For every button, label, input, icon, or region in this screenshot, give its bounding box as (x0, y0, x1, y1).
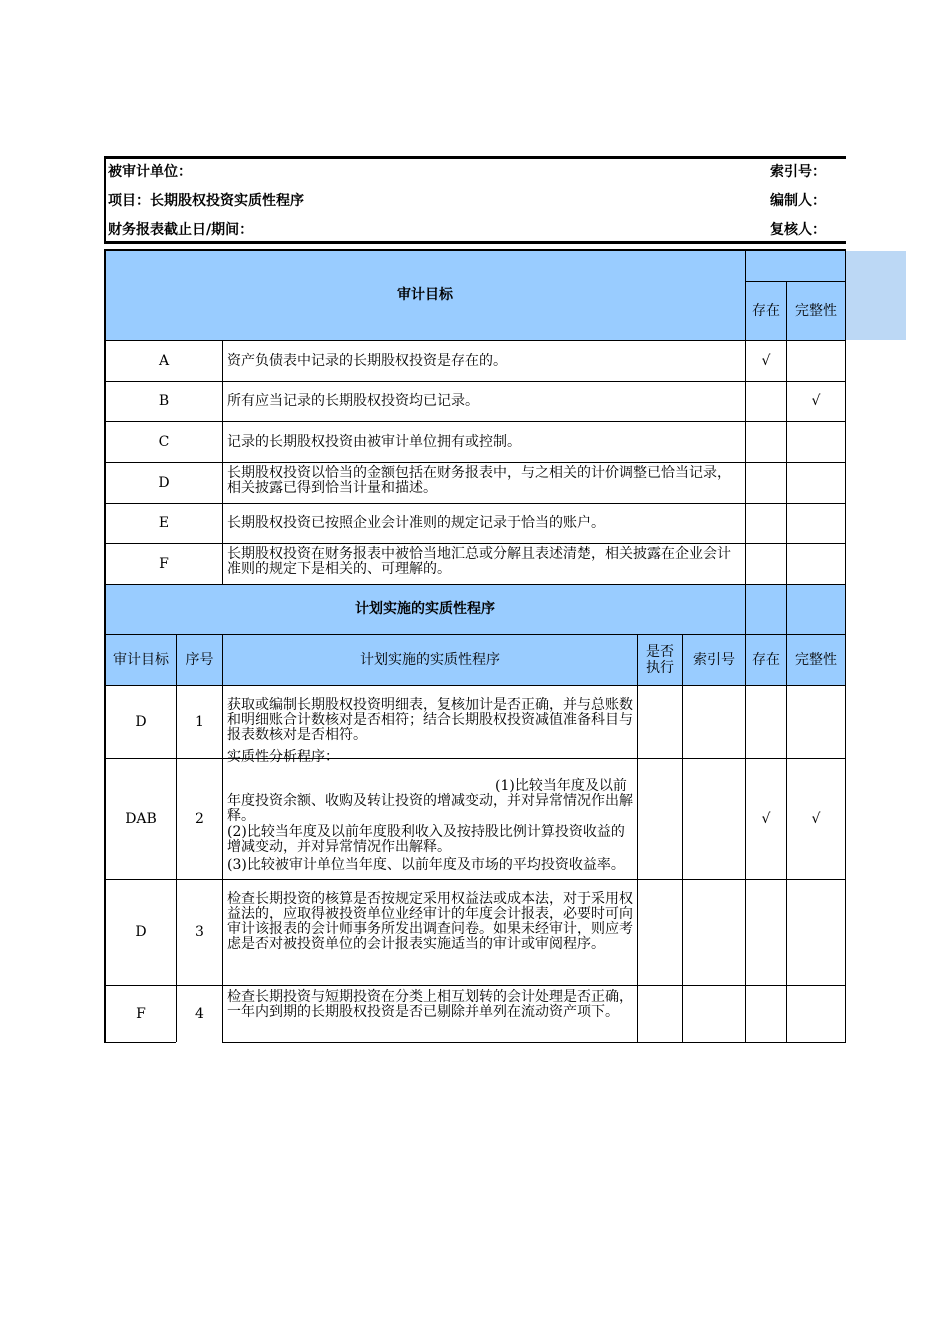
objective-text: 长期股权投资已按照企业会计准则的规定记录于恰当的账户。 (227, 515, 605, 531)
procedure-seq: 3 (195, 924, 204, 940)
objective-code: E (158, 515, 170, 531)
procedure-seq: 4 (195, 1005, 204, 1022)
procedure-exist-check (746, 686, 786, 758)
col-header-objective: 审计目标 (113, 651, 169, 668)
objective-exist-check: √ (761, 352, 771, 369)
project-label: 项目：长期股权投资实质性程序 (108, 193, 304, 209)
grid-line (637, 634, 638, 1042)
objective-complete-check (787, 463, 845, 503)
procedure-text-item-3: (3)比较被审计单位当年度、以前年度及市场的平均投资收益率。 (227, 857, 625, 873)
objectives-col-complete: 完整性 (795, 302, 837, 319)
col-header-index: 索引号 (693, 651, 735, 668)
procedures-title: 计划实施的实质性程序 (355, 601, 495, 617)
procedure-text-item-2: (2)比较当年度及以前年度股利收入及按持股比例计算投资收益的增减变动，并对异常情况作出解释。 (227, 824, 625, 855)
objective-complete-check (787, 341, 845, 381)
col-header-complete: 完整性 (795, 651, 837, 668)
objective-code: C (158, 433, 170, 450)
procedure-objective: D (135, 713, 147, 730)
procedure-exist-check (746, 986, 786, 1042)
procedure-exist-check (746, 880, 786, 985)
grid-line (104, 1042, 176, 1043)
col-header-procedure: 计划实施的实质性程序 (360, 651, 500, 668)
objectives-col-exist: 存在 (752, 302, 780, 319)
objective-exist-check (746, 504, 786, 543)
objective-complete-check: √ (811, 393, 821, 409)
side-header-bg (845, 251, 906, 340)
reviewer-label: 复核人： (770, 222, 826, 238)
objective-complete-check (787, 422, 845, 462)
grid-line (222, 1042, 846, 1043)
objective-code: F (159, 555, 169, 572)
procedure-complete-check: √ (811, 810, 821, 827)
procedure-seq: 2 (195, 810, 204, 827)
procedure-complete-check (787, 686, 845, 758)
objective-exist-check (746, 463, 786, 503)
objective-exist-check (746, 544, 786, 584)
procedure-text-intro: 实质性分析程序： (227, 749, 339, 765)
objective-text: 记录的长期股权投资由被审计单位拥有或控制。 (227, 433, 521, 450)
objective-text: 长期股权投资以恰当的金额包括在财务报表中，与之相关的计价调整已恰当记录，相关披露已得到恰当计量和描述。 (227, 465, 731, 496)
audited-unit-label: 被审计单位： (108, 164, 192, 180)
procedure-text: 检查长期投资与短期投资在分类上相互划转的会计处理是否正确，一年内到期的长期股权投资是否已剔除并单列在流动资产项下。 (227, 989, 633, 1020)
procedure-seq: 1 (195, 713, 204, 730)
procedure-objective: F (136, 1005, 146, 1022)
col-header-exist: 存在 (752, 651, 780, 668)
procedure-complete-check (787, 986, 845, 1042)
procedure-text-clip (223, 749, 637, 879)
procedure-complete-check (787, 880, 845, 985)
col-header-executed: 是否执行 (646, 644, 674, 676)
procedure-exist-check: √ (761, 810, 771, 827)
grid-line (682, 634, 683, 1042)
objective-exist-check (746, 422, 786, 462)
objective-code: D (158, 474, 170, 491)
preparer-label: 编制人： (770, 193, 826, 209)
index-number-label: 索引号： (770, 164, 826, 180)
col-header-seq: 序号 (185, 651, 214, 668)
procedure-text-item-1: (1)比较当年度及以前年度投资余额、收购及转让投资的增减变动，并对异常情况作出解释。 (227, 778, 633, 824)
grid-line (845, 251, 846, 1042)
objective-complete-check (787, 544, 845, 584)
objective-code: A (158, 352, 170, 369)
objective-complete-check (787, 504, 845, 543)
objective-text: 长期股权投资在财务报表中被恰当地汇总或分解且表述清楚，相关披露在企业会计准则的规定下是相关的、可理解的。 (227, 546, 731, 577)
procedure-objective: D (135, 924, 147, 940)
objective-text: 资产负债表中记录的长期股权投资是存在的。 (227, 352, 507, 369)
objective-text: 所有应当记录的长期股权投资均已记录。 (227, 393, 479, 409)
procedure-text: 检查长期投资的核算是否按规定采用权益法或成本法，对于采用权益法的，应取得被投资单位业经审计的年度会计报表，必要时可向审计该报表的会计师事务所发出调查问卷。如果未经审计，则应考虑是否对被投资单位的会计报表实施适当的审计或审阅程序。 (227, 891, 633, 952)
objective-exist-check (746, 382, 786, 421)
procedure-objective: DAB (125, 810, 157, 827)
objective-code: B (158, 393, 170, 409)
procedure-text: 获取或编制长期股权投资明细表，复核加计是否正确，并与总账数和明细账合计数核对是否相符；结合长期股权投资减值准备科目与报表数核对是否相符。 (227, 697, 633, 743)
period-label: 财务报表截止日/期间： (108, 222, 254, 238)
objectives-title: 审计目标 (397, 287, 453, 303)
